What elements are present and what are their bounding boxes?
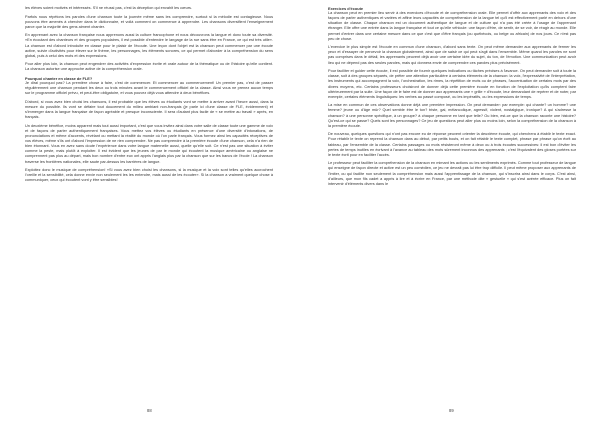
left-page [25,6,273,187]
paragraph: Parfois nous répétons les paroles d'une chanson toute la journée même sans les comprendre, surtout si la mélodie est contagieuse. Nous pouvons être amenés à chercher dans le dictionnaire, et voilà comment on commence à apprendre. Les chansons diversifient l'enseignement parce que la majorité des gens aiment chanter. [25,14,273,29]
paragraph: La mise en commun de ces observations donne déjà une première impression. On peut demander: par exemple: qui chante? un homme? une femme? jeune ou d'âge mûr? Quel semble être le ton? triste, gai, mélancolique, agressif, violent, nostalgique, ironique? A qui s'adresse la chanson? à une personne spécifique, à un groupe? à chaque personne en tant que telle? Ou bien, est-ce que la chanson raconte une histoire? Qu'est-ce qui se passe? Quels sont les personnages? Ce jeu de questions peut aller plus ou moins loin, selon la compréhension de la chanson à la première écoute. [328,103,576,128]
paragraph: De nouveau, quelques questions qui n'ont pas encore eu de réponse peuvent orienter la deuxième écoute, qui cherchera à établir le texte exact. Pour rétablir le texte on reprend la chanson dans au début, par petits bouts, et on fait rétablir le texte complet, phrase par phrase qu'on écrit au tableau, par l'ensemble de la classe. Certains passages ou mots résisteront même à deux ou à trois écoutes successives: il est bon d'éviter les pertes de temps inutiles en écrivant à l'avance au tableau des mots sûrement inconnus des apprenants ; c'est l'équivalent des gloses portées sur le texte écrit pour en faciliter l'accès. [328,132,576,157]
paragraph: Le professeur peut faciliter la compréhension de la chanson en mimant les actions ou les sentiments exprimés. Comme tout professeur de langue qui enseigne de façon directe et active est un peu comédien, ce jeu ne devrait pas lui être trop difficile. Il peut même proposer aux apprenants de l'imiter, ou qui facilite non seulement la compréhension mais aussi l'apprentissage de la chanson, qui s'inscrira ainsi dans le corps. C'est ainsi, d'ailleurs, que mon fils cadet a appris à lire et à écrire en France, par une méthode dite « gestuelle » qui s'est avérée efficace. Plus on fait intervenir d'éléments divers dans le [328,161,576,186]
right-page [328,6,576,190]
paragraph: Exploitez donc le musique de compréhension! «Si vous avez bien choisi les chansons, si la musique et la voix sont telles qu'elles accrochent l'oreille et la sensibilité, cela donne envie non seulement les les entendre, mais aussi de les écouter». Si la chanson a vraiment quelque chose à communiquer, ceux qui écoutent vont y être sensibles! [25,168,273,183]
page-number-right: 89 [449,408,454,413]
paragraph: L'exercice le plus simple est l'écoute en commun d'une chanson, d'abord sans texte. On peut même demander aux apprenants de fermer les yeux et d'essayer de percevoir la chanson globalement, ainsi que de saisir ce qui peut s'agit dans l'ensemble. Même quand les paroles ne sont pas comprises dans le détail, les apprenants peuvent déjà avoir une certaine idée du sujet, du ton, de l'émotion. Une communication peut avoir lieu qui ne dépend pas des seules paroles, mais qui donnera envie de comprendre ces paroles plus précisément. [328,45,576,65]
paragraph: La chanson peut en premier lieu servir à des exercices d'écoute et de compréhension orale. Elle permet d'offrir aux apprenants des voix et des façons de parler authentiques et variées et affine leurs capacités de compréhension de la langue tel qu'il est effectivement parlé en dehors d'une situation de classe. Chaque chanson est un document authentique de langue et de culture qui n'a pas été créée à l'usage de l'apprenant étranger. Elle offre une entrée dans la langue française et tout ce qu'elle véhicule: une façon d'être, de sentir, de se voir, de réagir au monde. Elle permet d'entrer dans une certaine mesure dans ce que c'est que d'être français (ou québécois, ou belge ou africain) de nos jours. Ce n'est pas peu de chose. [328,11,576,41]
paragraph: Pour faciliter et guider cette écoute, il est possible de fournir quelques indications ou tâches précises à l'avance. On peut demander soit à toute la classe, soit à des groupes séparés, de prêter une attention particulière à certains éléments de la chanson: la voix, l'expressivité de l'interprétation, les instruments qui accompagnent la voix, l'orchestration, les rimes, la répétition de mots ou de phrases, l'accentuation de certains mots par des divers moyens, etc. Certains professeurs choisiront de donner déjà cette première écoute en fonction de l'exploitation qu'ils comptent faire ultérieurement par la suite. Une façon de le faire est de donner aux apprenants une « grille » d'écoute, leur demandant de repérer et de noter, par exemple, certains éléments linguistiques: les verbes au passé composé, ou les impératifs, ou les expressions de temps. [328,69,576,99]
paragraph: En apprenant avec la chanson française nous apprenons aussi la culture francophone et nous découvrons la langue et donc toute sa diversité. «En écoutant des chanteurs et des groupes populaires, il est possible d'entendre le langage de la rue sans être en France, ce qui est très utile». La chanson est d'abord introduite en classe pour le plaisir de l'écoute. Une leçon dont l'objet est la chanson peut commencer par une écoute active, suivie d'activités pour élever sur le thème, les personnages, les éléments sonores, ce qui permet d'aborder à la compréhension du sens global, puis à celui des mots et des expressions. [25,33,273,58]
paragraph: les élèves soient motivés et intéressés. S'il ne réussi pas, c'est la déception qui envahit les cœurs. [25,6,193,10]
paragraph: Je dirai pourquoi pas? La première chose à faire, c'est de commencer. Et commencer au commencement! Un premier pas, c'est de passer régulièrement une chanson pendant les deux ou trois minutes avant le commencement officiel de la classe. Ainsi vous ne prenez aucun temps sur le programme officiel prévu, et peut-être obligatoire, et vous pouvez déjà vous attendre à deux bénéfices. [25,81,273,96]
paragraph: Un deuxième bénéfice, moins apparent mais tout aussi important, c'est que vous invitez ainsi dans votre salle de classe toute une gamme de voix et de façons de parler authentiquement françaises. Vous mettez vos élèves ou étudiants en présence d'une diversité d'intonations, de prononciations et même d'accents, révélant ou mettant la réalité du monde où l'on parle français. Vous formez ainsi les capacités réceptives de vos élèves, même s'ils ont d'abord l'impression de ne rien comprendre. Ne pas comprendre à la première écoute d'une chanson, cela n'a rien de bien étonnant. Vous en avez sans doute l'expérience dans votre langue maternelle aussi, quelle qu'elle soit. Ce n'est pas une situation à éviter comme la peste, mais plutôt à exploiter. Il est évident que les jeunes de par le monde qui écoutent la musique américaine ou anglaise ne comprennent pas plus au départ, mais bon nombre d'entre eux ont appris l'anglais plus par la chanson que sur les bancs de l'école ! La chanson traverse les frontières nationales, elle saute par-dessus les barrières de langue. [25,123,273,164]
section-heading: Pourquoi chanter en classe de FLE? [25,75,93,81]
paragraph: Pour aller plus loin, la chanson peut engendrer des activités d'expression écrite et orale autour de la thématique ou de l'histoire qu'elle contient. La chanson autorise une approche active de la compréhension orale. [25,62,273,72]
page-number-left: 88 [147,408,152,413]
section-heading: Exercices d'écoute [328,6,364,11]
paragraph: D'abord, si vous avez bien choisi les chansons, il est probable que les élèves ou étudiants vont se mettre à arriver avant l'heure aussi, dans la mesure du possible. Ils vont se défaire tout doucement du milieu ambiant non-français (je parle ici d'une classe de FLE, évidemment) et s'immerger dans la langue française de façon agréable et presque inconsciente. Il sera d'autant plus facile de « se mettre au travail » après, en français. [25,99,273,120]
